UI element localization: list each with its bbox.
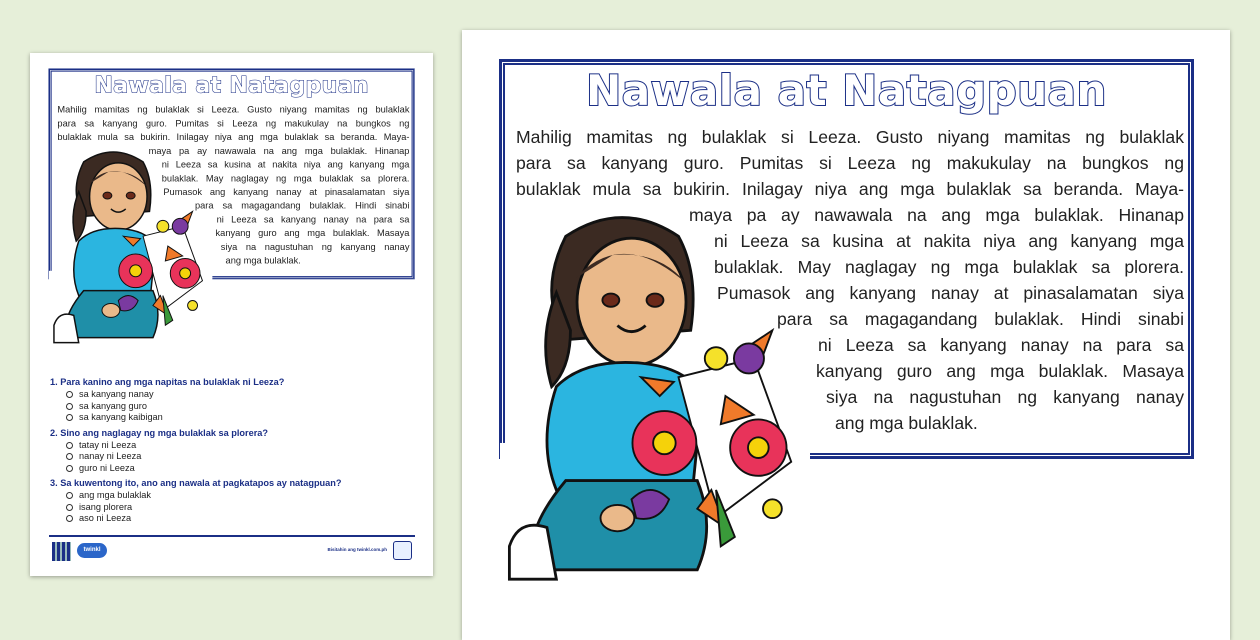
story-line: bulaklak. May naglagay ng mga bulaklak sa plorera. <box>714 257 1184 277</box>
story-line: ni Leeza sa kusina at nakita niya ang kanyang mga <box>161 159 410 170</box>
story-line: siya na nagustuhan ng kanyang nanay <box>220 241 410 252</box>
option-label: isang plorera <box>79 501 133 512</box>
radio-icon[interactable] <box>66 515 73 522</box>
question-3 <box>50 477 420 525</box>
story-line: Mahilig mamitas ng bulaklak si Leeza. Gusto niyang mamitas ng bulaklak <box>516 127 1184 147</box>
story-line: para sa kanyang guro. Pumitas si Leeza ng makukulay na bungkos ng <box>57 118 410 129</box>
radio-icon[interactable] <box>66 414 73 421</box>
worksheet-footer <box>49 535 415 553</box>
story-line: kanyang guro ang mga bulaklak. Masaya <box>215 227 410 239</box>
option-label: sa kanyang guro <box>79 400 147 411</box>
option-label: aso ni Leeza <box>79 513 132 523</box>
option-label: ang mga bulaklak <box>79 490 152 500</box>
story-page-preview <box>462 30 1230 640</box>
radio-icon[interactable] <box>66 465 73 472</box>
question-text: 3. Sa kuwentong ito, ano ang nawala at pagkatapos ay natagpuan? <box>50 478 342 488</box>
story-line: siya na nagustuhan ng kanyang nanay <box>826 387 1184 407</box>
story-line: bulaklak. May naglagay ng mga bulaklak sa plorera. <box>161 172 410 184</box>
story-line: para sa magagandang bulaklak. Hindi sinabi <box>777 309 1184 329</box>
option[interactable] <box>50 490 420 502</box>
radio-icon[interactable] <box>66 504 73 511</box>
radio-icon[interactable] <box>66 442 73 449</box>
story-line: maya pa ay nawawala na ang mga bulaklak. Hinanap <box>148 145 410 156</box>
option[interactable] <box>50 513 420 525</box>
story-line: para sa magagandang bulaklak. Hindi sinabi <box>194 200 410 211</box>
story-line: para sa kanyang guro. Pumitas si Leeza ng makukulay na bungkos ng <box>516 153 1184 173</box>
story-line: ni Leeza sa kanyang nanay na para sa <box>818 335 1184 355</box>
option-label: nanay ni Leeza <box>79 451 142 461</box>
story-line: ni Leeza sa kanyang nanay na para sa <box>216 213 410 225</box>
question-text: 2. Sino ang naglagay ng mga bulaklak sa plorera? <box>50 427 269 438</box>
question-2 <box>50 427 420 475</box>
radio-icon[interactable] <box>66 391 73 398</box>
story-line: Mahilig mamitas ng bulaklak si Leeza. Gusto niyang mamitas ng bulaklak <box>57 104 410 115</box>
option-label: guro ni Leeza <box>79 462 135 473</box>
option[interactable] <box>50 412 420 424</box>
radio-icon[interactable] <box>66 453 73 460</box>
story-section-thumbnail <box>49 69 418 364</box>
option[interactable] <box>50 440 420 452</box>
option-label: sa kanyang kaibigan <box>79 412 163 422</box>
story-line: bulaklak mula sa bukirin. Inilagay niya ang mga bulaklak sa beranda. Maya- <box>516 179 1184 199</box>
option-label: sa kanyang nanay <box>79 389 154 399</box>
radio-icon[interactable] <box>66 492 73 499</box>
question-text: 1. Para kanino ang mga napitas na bulaklak ni Leeza? <box>50 377 285 387</box>
worksheet-thumbnail <box>30 53 433 576</box>
option-label: tatay ni Leeza <box>79 439 137 450</box>
footer-url: Bisitahin ang twinkl.com.ph <box>327 547 387 552</box>
story-line: maya pa ay nawawala na ang mga bulaklak. Hinanap <box>689 205 1184 225</box>
option[interactable] <box>50 502 420 514</box>
story-title: Nawala at Natagpuan <box>94 72 369 98</box>
questions-list <box>50 373 420 525</box>
story-line: bulaklak mula sa bukirin. Inilagay niya ang mga bulaklak sa beranda. Maya- <box>57 131 410 143</box>
story-title: Nawala at Natagpuan <box>586 66 1107 115</box>
story-line: ang mga bulaklak. <box>225 255 301 266</box>
story-line: Pumasok ang kanyang nanay at pinasalamatan siya <box>717 283 1184 303</box>
story-line: Pumasok ang kanyang nanay at pinasalamatan siya <box>163 186 410 198</box>
twinkl-logo: twinkl <box>77 543 107 558</box>
story-section <box>500 60 1200 620</box>
option[interactable] <box>50 389 420 401</box>
qr-code-icon <box>52 542 71 561</box>
option[interactable] <box>50 401 420 413</box>
option[interactable] <box>50 451 420 463</box>
question-1 <box>50 376 420 424</box>
badge-icon <box>393 541 412 560</box>
story-line: kanyang guro ang mga bulaklak. Masaya <box>816 361 1184 381</box>
option[interactable] <box>50 463 420 475</box>
story-line: ang mga bulaklak. <box>835 413 978 433</box>
radio-icon[interactable] <box>66 403 73 410</box>
story-line: ni Leeza sa kusina at nakita niya ang kanyang mga <box>714 231 1184 251</box>
